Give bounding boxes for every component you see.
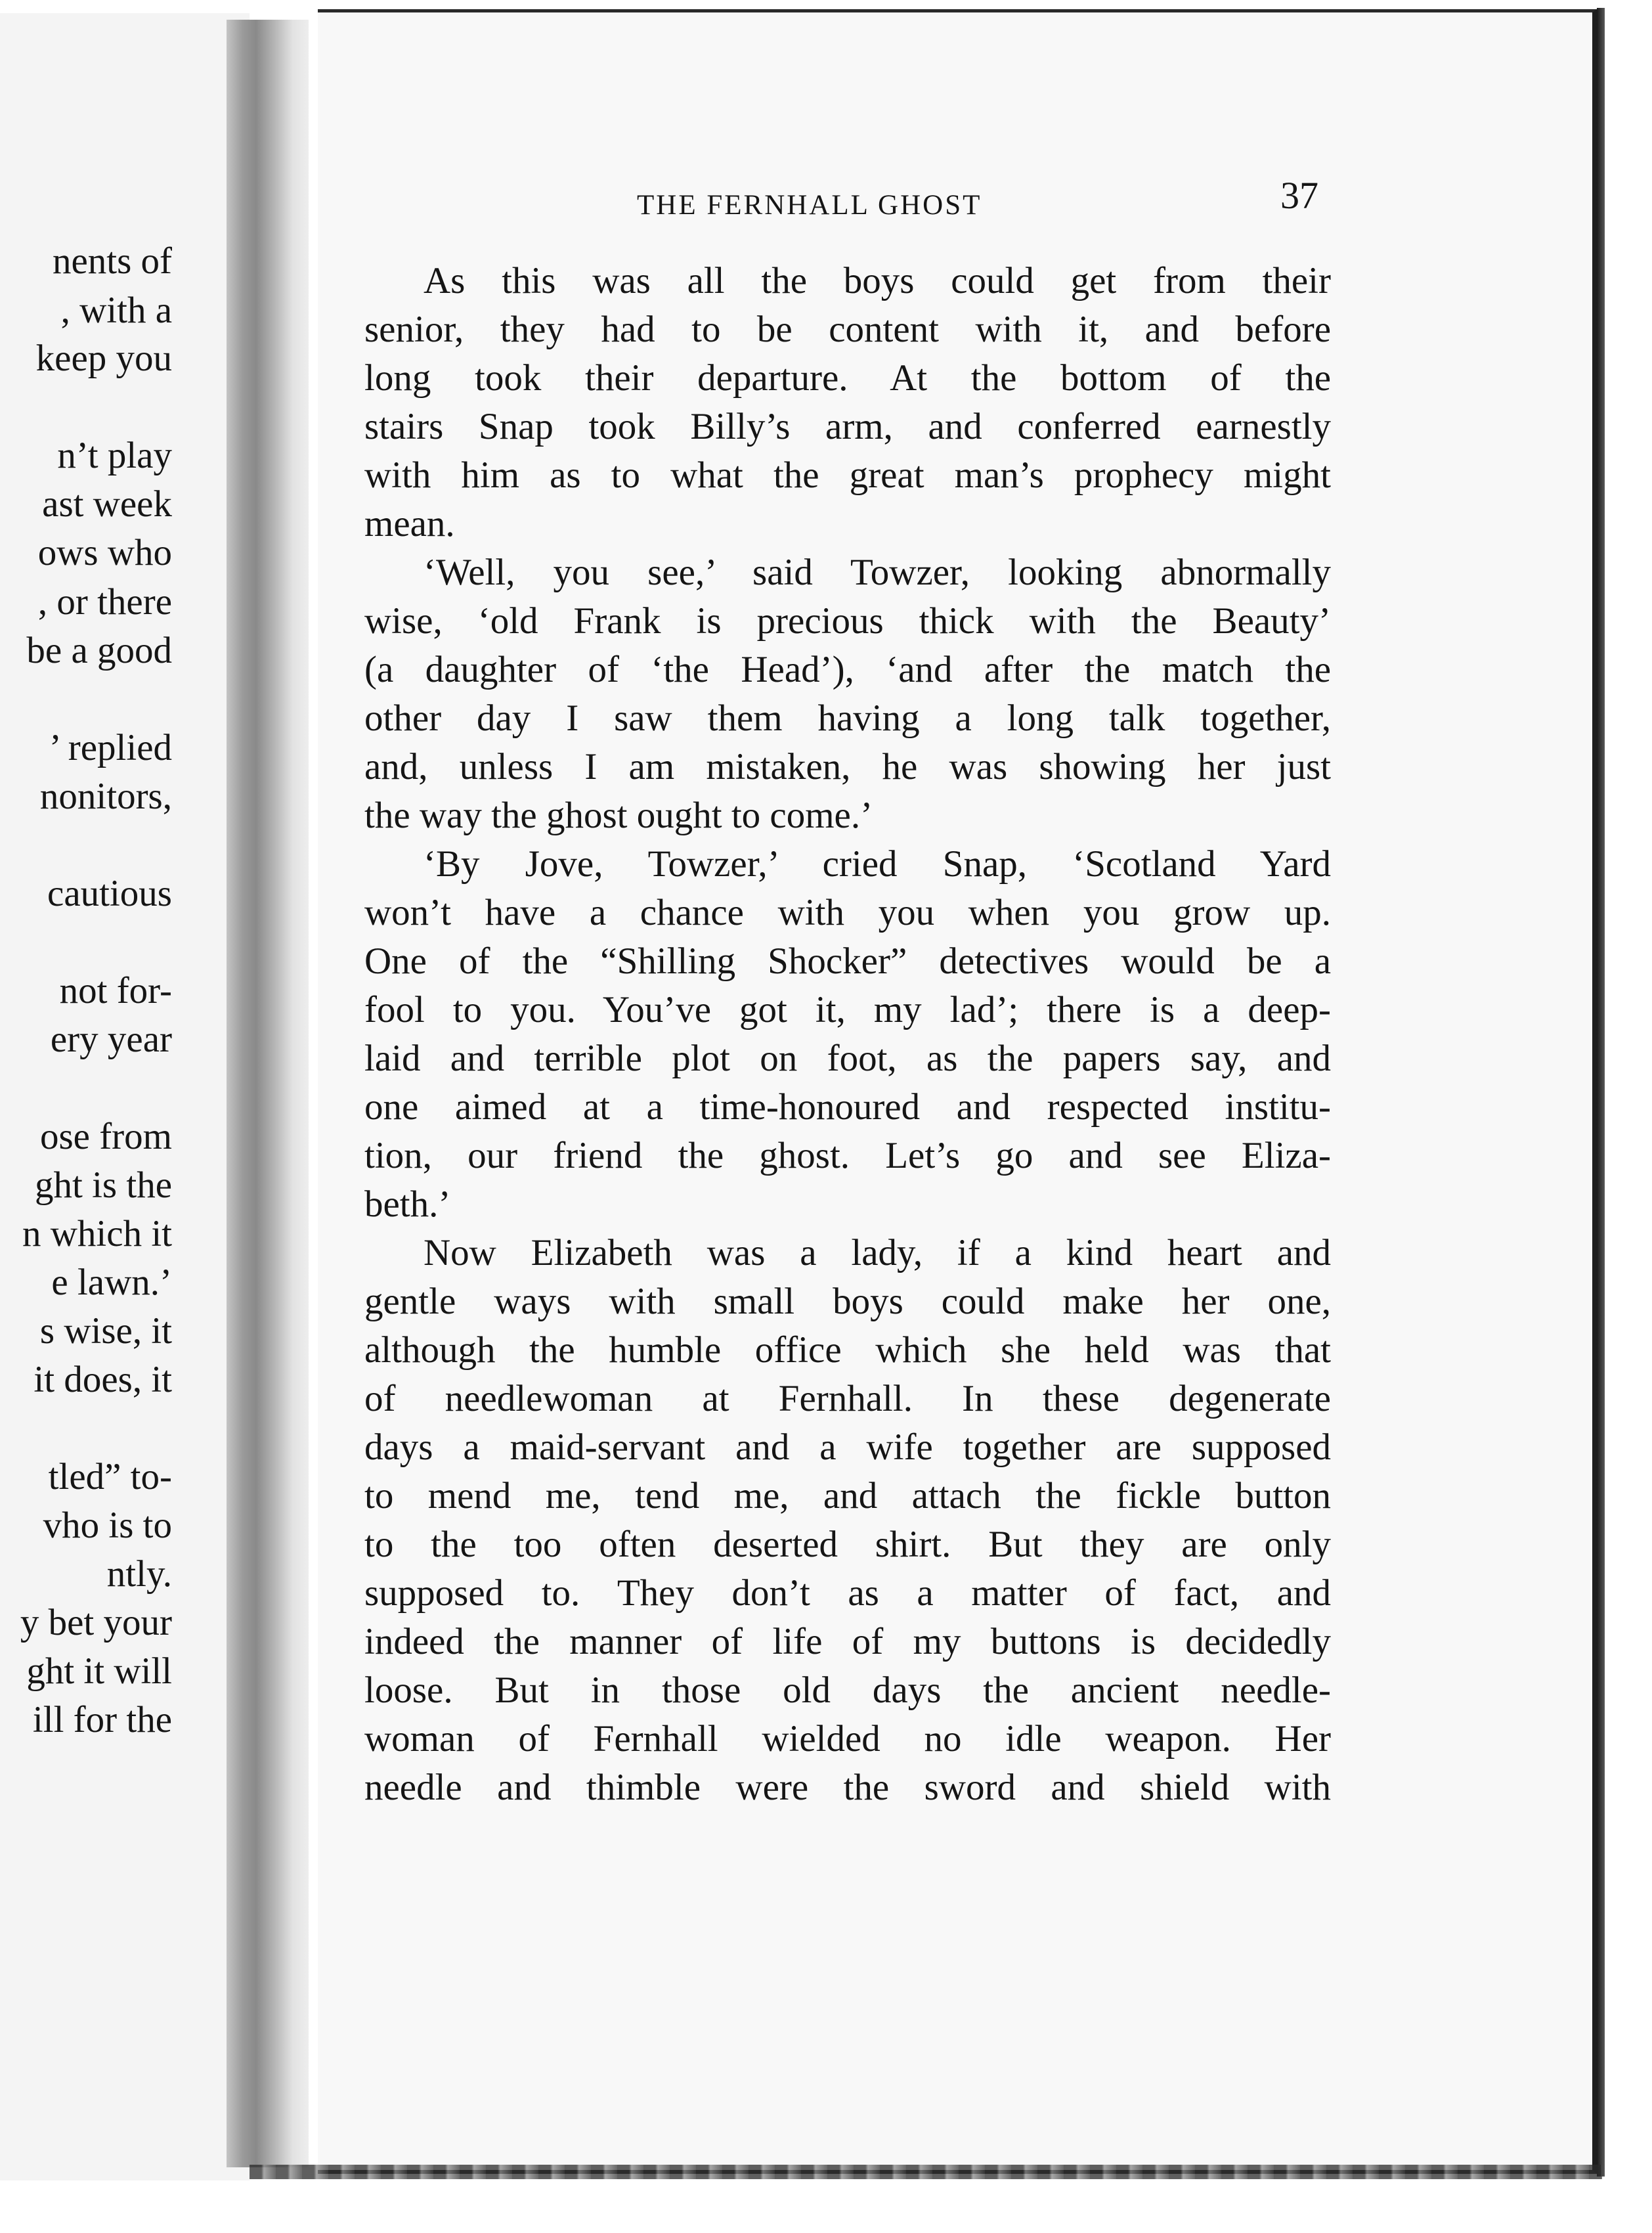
body-line: won’t have a chance with you when you grow up. [364, 892, 1331, 933]
body-line: loose. But in those old days the ancient needle- [364, 1669, 1331, 1711]
left-page-line: ntly. [106, 1553, 172, 1595]
body-line: indeed the manner of life of my buttons is decidedly [364, 1621, 1331, 1662]
page-bottom-edge [250, 2165, 1602, 2179]
body-line: Now Elizabeth was a lady, if a kind heart and [424, 1232, 1331, 1273]
body-line: tion, our friend the ghost. Let’s go and see Eliza- [364, 1135, 1331, 1176]
body-line: One of the “Shilling Shocker” detectives would be a [364, 940, 1331, 982]
body-line: stairs Snap took Billy’s arm, and conferred earnestly [364, 406, 1331, 447]
body-line: with him as to what the great man’s prophecy might [364, 454, 1331, 496]
left-page-line: tled” to- [48, 1456, 172, 1497]
left-page-line: n’t play [57, 435, 172, 476]
left-page-line: not for- [59, 970, 172, 1011]
left-page-line: be a good [26, 630, 172, 671]
left-page-line: ast week [42, 483, 172, 525]
left-page-line: e lawn.’ [51, 1262, 172, 1303]
body-line: wise, ‘old Frank is precious thick with the Beauty’ [364, 600, 1331, 642]
body-line: other day I saw them having a long talk together, [364, 697, 1331, 739]
left-page-line: ght is the [35, 1164, 172, 1206]
left-page-line: , or there [37, 581, 172, 623]
body-line: needle and thimble were the sword and shield with [364, 1767, 1331, 1808]
left-page-line: ght it will [26, 1650, 172, 1692]
body-line: days a maid-servant and a wife together are supposed [364, 1426, 1331, 1468]
running-header: THE FERNHALL GHOST [637, 190, 982, 221]
body-line: As this was all the boys could get from their [424, 260, 1331, 301]
body-line: and, unless I am mistaken, he was showing her just [364, 746, 1331, 787]
body-line: ‘By Jove, Towzer,’ cried Snap, ‘Scotland Yard [424, 843, 1331, 885]
body-line: to mend me, tend me, and attach the fickle button [364, 1475, 1331, 1516]
body-line: beth.’ [364, 1183, 451, 1225]
body-line: to the too often deserted shirt. But they are only [364, 1524, 1331, 1565]
left-page-line: ill for the [32, 1699, 172, 1740]
page-number: 37 [1280, 174, 1318, 217]
left-page-line: cautious [47, 873, 172, 914]
left-page-line: ’ replied [49, 727, 172, 768]
body-line: fool to you. You’ve got it, my lad’; there is a deep- [364, 989, 1331, 1030]
left-page [0, 13, 250, 2180]
body-line: gentle ways with small boys could make her one, [364, 1281, 1331, 1322]
left-page-line: vho is to [43, 1505, 172, 1546]
body-line: the way the ghost ought to come.’ [364, 795, 873, 836]
left-page-line: y bet your [20, 1602, 172, 1643]
body-line: long took their departure. At the bottom of the [364, 357, 1331, 399]
body-line: one aimed at a time-honoured and respected institu- [364, 1086, 1331, 1128]
left-page-line: ows who [37, 532, 172, 573]
body-line: of needlewoman at Fernhall. In these degenerate [364, 1378, 1331, 1419]
body-line: although the humble office which she held was that [364, 1329, 1331, 1371]
left-page-line: ose from [39, 1116, 172, 1157]
body-line: (a daughter of ‘the Head’), ‘and after the match the [364, 649, 1331, 690]
body-line: woman of Fernhall wielded no idle weapon. Her [364, 1718, 1331, 1759]
left-page-line: nents of [52, 240, 172, 282]
body-line: senior, they had to be content with it, and before [364, 309, 1331, 350]
left-page-line: s wise, it [39, 1310, 172, 1352]
body-line: ‘Well, you see,’ said Towzer, looking abnormally [424, 552, 1331, 593]
gutter-edge [309, 13, 318, 2174]
page-edge [1597, 8, 1605, 2177]
left-page-line: n which it [22, 1213, 172, 1254]
left-page-line: , with a [60, 290, 172, 331]
book-gutter [227, 20, 318, 2167]
body-line: mean. [364, 503, 455, 544]
left-page-line: ery year [50, 1019, 172, 1060]
left-page-line: keep you [35, 338, 172, 379]
body-line: supposed to. They don’t as a matter of fact, and [364, 1572, 1331, 1614]
body-line: laid and terrible plot on foot, as the papers say, and [364, 1038, 1331, 1079]
left-page-line: it does, it [33, 1359, 172, 1400]
left-page-line: nonitors, [39, 776, 172, 817]
